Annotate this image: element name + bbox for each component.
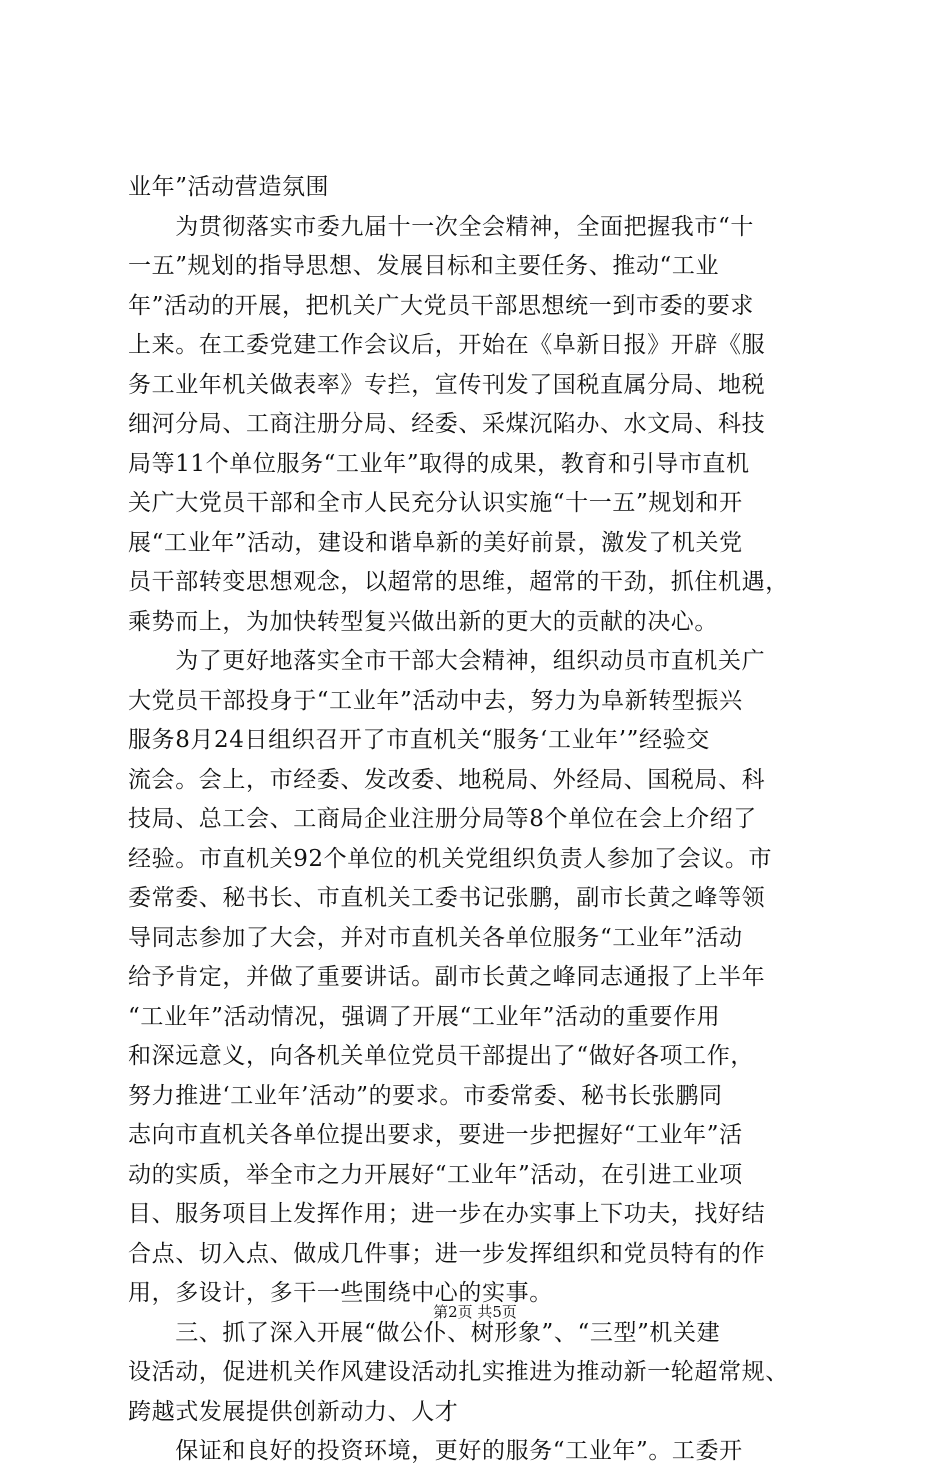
text-line: 努力推进‘工业年’活动”的要求。市委常委、秘书长张鹏同	[128, 1082, 723, 1109]
text-line: 设活动，促进机关作风建设活动扎实推进为推动新一轮超常规、	[128, 1359, 789, 1385]
text-line: 和深远意义，向各机关单位党员干部提出了“做好各项工作，	[128, 1043, 754, 1069]
text-line: 导同志参加了大会，并对市直机关各单位服务“工业年”活动	[128, 924, 743, 951]
text-line: 流会。会上，市经委、发改委、地税局、外经局、国税局、科	[128, 766, 766, 793]
text-line: 动的实质，举全市之力开展好“工业年”活动，在引进工业项	[128, 1161, 743, 1188]
text-line: 委常委、秘书长、市直机关工委书记张鹏，副市长黄之峰等领	[128, 885, 766, 911]
text-line: 技局、总工会、工商局企业注册分局等8个单位在会上介绍了	[128, 806, 757, 832]
text-line: 一五”规划的指导思想、发展目标和主要任务、推动“工业	[128, 253, 720, 279]
text-line: 关广大党员干部和全市人民充分认识实施“十一五”规划和开	[128, 490, 743, 516]
text-line: 务工业年机关做表率》专拦，宣传刊发了国税直属分局、地税	[128, 371, 766, 398]
text-line: 员干部转变思想观念，以超常的思维，超常的干劲，抓住机遇，	[128, 569, 789, 595]
text-line: 用，多设计，多干一些围绕中心的实事。	[128, 1280, 553, 1306]
text-line: 给予肯定，并做了重要讲话。副市长黄之峰同志通报了上半年	[128, 964, 766, 990]
text-line: 合点、切入点、做成几件事；进一步发挥组织和党员特有的作	[128, 1240, 766, 1267]
text-line: 细河分局、工商注册分局、经委、采煤沉陷办、水文局、科技	[128, 411, 766, 437]
text-line: 三、抓了深入开展“做公仆、树形象”、“三型”机关建	[128, 1319, 721, 1346]
document-body	[128, 168, 848, 1472]
text-line: 业年”活动营造氛围	[128, 174, 330, 200]
text-line: 大党员干部投身于“工业年”活动中去，努力为阜新转型振兴	[128, 687, 743, 714]
text-line: 志向市直机关各单位提出要求，要进一步把握好“工业年”活	[128, 1122, 743, 1148]
text-line: 展“工业年”活动，建设和谐阜新的美好前景，激发了机关党	[128, 529, 743, 556]
text-line: 局等11个单位服务“工业年”取得的成果，教育和引导市直机	[128, 450, 750, 477]
text-line: 保证和良好的投资环境，更好的服务“工业年”。工委开	[128, 1438, 743, 1464]
text-line: 经验。市直机关92个单位的机关党组织负责人参加了会议。市	[128, 845, 773, 872]
text-line: 目、服务项目上发挥作用；进一步在办实事上下功夫，找好结	[128, 1201, 766, 1227]
text-line: “工业年”活动情况，强调了开展“工业年”活动的重要作用	[128, 1003, 721, 1030]
page-number-footer: 第2页 共5页	[433, 1303, 517, 1321]
text-line: 乘势而上，为加快转型复兴做出新的更大的贡献的决心。	[128, 608, 718, 635]
text-line: 跨越式发展提供创新动力、人才	[128, 1398, 459, 1425]
text-line: 为了更好地落实全市干部大会精神，组织动员市直机关广	[128, 648, 766, 674]
text-line: 为贯彻落实市委九届十一次全会精神，全面把握我市“十	[128, 213, 754, 240]
text-line: 服务8月24日组织召开了市直机关“服务‘工业年’”经验交	[128, 727, 710, 753]
text-line: 年”活动的开展，把机关广大党员干部思想统一到市委的要求	[128, 292, 754, 319]
text-line: 上来。在工委党建工作会议后，开始在《阜新日报》开辟《服	[128, 332, 766, 358]
